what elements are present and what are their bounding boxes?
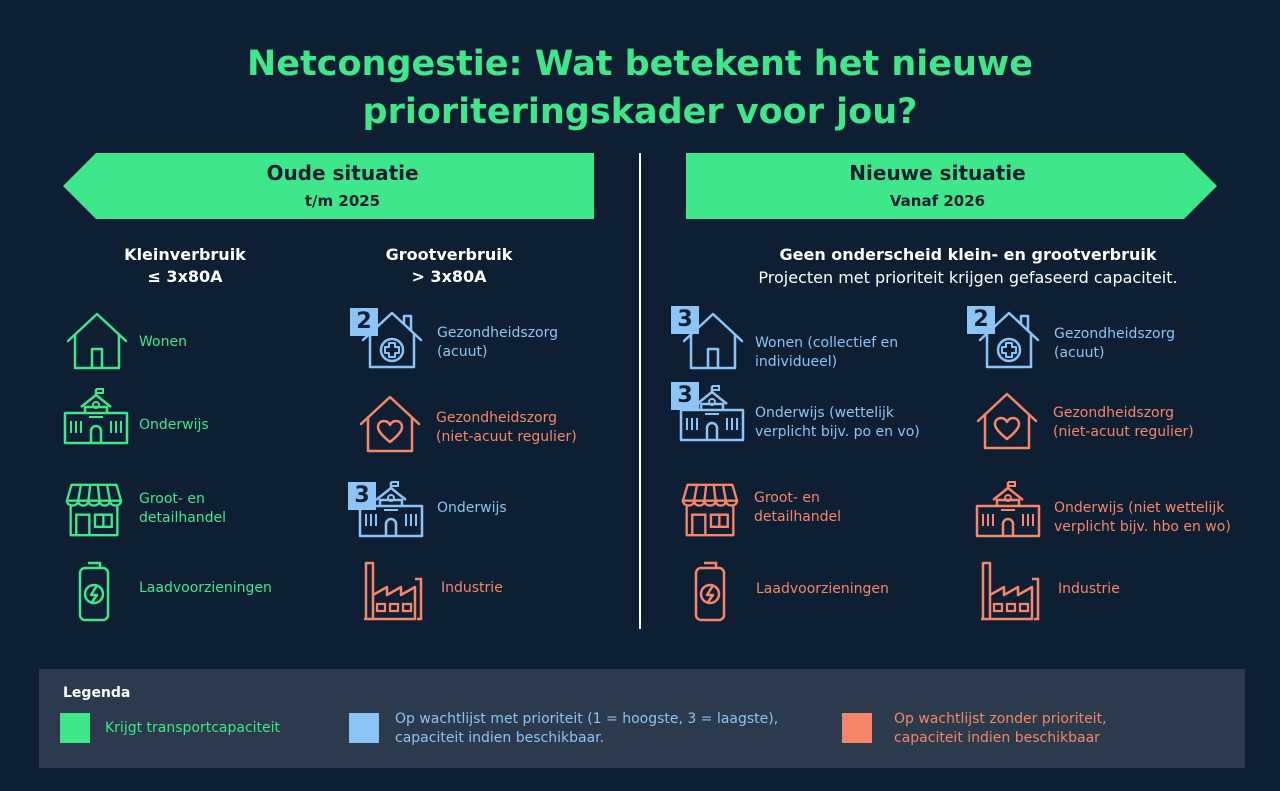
new-item-industrie: Industrie xyxy=(1058,581,1120,597)
factory-icon xyxy=(361,559,425,621)
new-item-acuut: Gezondheidszorg (acuut) xyxy=(1054,326,1176,361)
priority-badge: 3 xyxy=(671,382,699,410)
factory-icon xyxy=(978,559,1042,621)
old-groot-item-acuut: Gezondheidszorg (acuut) xyxy=(437,325,559,360)
old-situation-subtitle: t/m 2025 xyxy=(304,192,381,210)
old-klein-item-handel: Groot- en detailhandel xyxy=(139,491,227,526)
shop-icon xyxy=(64,482,124,538)
new-situation-title: Nieuwe situatie xyxy=(849,161,1026,185)
school-icon xyxy=(61,387,131,445)
legend-blue-label: Op wachtlijst met prioriteit (1 = hoogste, 3 = laagste), capaciteit indien beschikbaar. xyxy=(395,711,779,746)
old-klein-item-laad: Laadvoorzieningen xyxy=(139,580,272,596)
old-groot-item-niet-acuut: Gezondheidszorg (niet-acuut regulier) xyxy=(436,410,577,445)
page-title xyxy=(0,40,1280,136)
shop-icon xyxy=(680,482,740,538)
new-subheading: Projecten met prioriteit krijgen gefaseerd capaciteit. xyxy=(758,268,1178,287)
school-icon xyxy=(973,480,1043,538)
old-klein-item-wonen: Wonen xyxy=(139,334,187,350)
grootverbruik-heading: Grootverbruik xyxy=(385,245,513,264)
heart-house-icon xyxy=(975,391,1039,451)
new-item-onderwijs-wettelijk: Onderwijs (wettelijk verplicht bijv. po en vo) xyxy=(755,405,920,440)
old-klein-item-onderwijs: Onderwijs xyxy=(139,417,209,433)
battery-icon xyxy=(690,560,730,622)
new-situation-subtitle: Vanaf 2026 xyxy=(889,192,986,210)
old-groot-item-industrie: Industrie xyxy=(441,580,503,596)
legend-green-label: Krijgt transportcapaciteit xyxy=(105,720,281,736)
title-line-1: Netcongestie: Wat betekent het nieuwe xyxy=(246,44,1033,84)
legend-swatch-blue xyxy=(349,713,379,743)
new-item-laad: Laadvoorzieningen xyxy=(756,581,889,597)
new-item-handel: Groot- en detailhandel xyxy=(754,490,842,525)
new-situation-banner xyxy=(686,153,1217,219)
title-line-2: prioriteringskader voor jou? xyxy=(362,92,918,132)
kleinverbruik-heading: Kleinverbruik xyxy=(124,245,246,264)
legend-swatch-green xyxy=(60,713,90,743)
grootverbruik-threshold: > 3x80A xyxy=(411,267,487,286)
priority-badge: 3 xyxy=(348,482,376,510)
old-situation-title: Oude situatie xyxy=(266,161,419,185)
new-item-niet-acuut: Gezondheidszorg (niet-acuut regulier) xyxy=(1053,405,1194,440)
new-heading: Geen onderscheid klein- en grootverbruik xyxy=(779,245,1157,264)
priority-badge: 2 xyxy=(350,308,378,336)
new-item-wonen: Wonen (collectief en individueel) xyxy=(755,335,899,370)
legend-orange-label: Op wachtlijst zonder prioriteit, capaciteit indien beschikbaar xyxy=(894,711,1107,746)
legend-title: Legenda xyxy=(63,685,131,701)
old-situation-banner xyxy=(63,153,594,219)
house-icon xyxy=(65,311,129,371)
battery-icon xyxy=(74,560,114,622)
old-groot-item-onderwijs: Onderwijs xyxy=(437,500,507,516)
divider-line xyxy=(639,153,641,629)
heart-house-icon xyxy=(358,394,422,454)
priority-badge: 3 xyxy=(671,306,699,334)
legend-swatch-orange xyxy=(842,713,872,743)
new-item-onderwijs-niet-wettelijk: Onderwijs (niet wettelijk verplicht bijv. hbo en wo) xyxy=(1054,500,1231,535)
priority-badge: 2 xyxy=(967,306,995,334)
kleinverbruik-threshold: ≤ 3x80A xyxy=(147,267,223,286)
